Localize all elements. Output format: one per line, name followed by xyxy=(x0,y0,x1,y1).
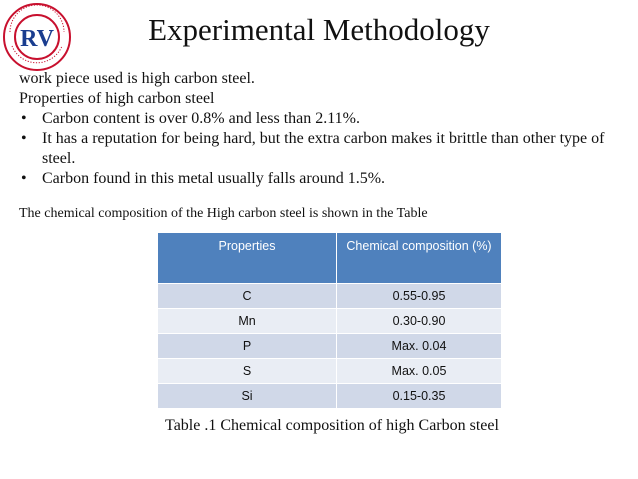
table-row xyxy=(158,334,502,359)
body-line-1: work piece used is high carbon steel. xyxy=(19,70,255,87)
table-row xyxy=(158,359,502,384)
bullet-text: Carbon content is over 0.8% and less than 2.11%. xyxy=(42,110,361,127)
bullet-icon: • xyxy=(21,130,27,147)
bullet-text: It has a reputation for being hard, but the extra carbon makes it brittle than other type of steel. xyxy=(42,130,605,167)
cell-property: Mn xyxy=(158,309,337,334)
cell-property: P xyxy=(158,334,337,359)
cell-value: 0.15-0.35 xyxy=(337,384,502,409)
header-properties: Properties xyxy=(158,233,337,284)
table-caption: Table .1 Chemical composition of high Carbon steel xyxy=(165,417,499,434)
table-header-row xyxy=(158,233,502,284)
bullet-icon: • xyxy=(21,110,27,127)
bullet-text: Carbon found in this metal usually falls around 1.5%. xyxy=(42,170,386,187)
bullet-item xyxy=(19,169,619,189)
bullet-icon: • xyxy=(21,170,27,187)
header-composition: Chemical composition (%) xyxy=(337,233,502,284)
table-row xyxy=(158,284,502,309)
cell-property: S xyxy=(158,359,337,384)
table-row xyxy=(158,309,502,334)
cell-value: 0.55-0.95 xyxy=(337,284,502,309)
cell-value: Max. 0.05 xyxy=(337,359,502,384)
composition-table xyxy=(158,233,502,408)
bullet-item xyxy=(19,129,619,169)
body-line-2: Properties of high carbon steel xyxy=(19,90,215,107)
cell-property: C xyxy=(158,284,337,309)
cell-value: Max. 0.04 xyxy=(337,334,502,359)
cell-value: 0.30-0.90 xyxy=(337,309,502,334)
cell-property: Si xyxy=(158,384,337,409)
slide-body xyxy=(19,69,619,189)
bullet-item xyxy=(19,109,619,129)
table-intro: The chemical composition of the High carbon steel is shown in the Table xyxy=(19,206,428,221)
table-row xyxy=(158,384,502,409)
bullet-list xyxy=(19,109,619,189)
slide-title: Experimental Methodology xyxy=(148,12,490,47)
logo-initials: RV xyxy=(20,26,54,52)
